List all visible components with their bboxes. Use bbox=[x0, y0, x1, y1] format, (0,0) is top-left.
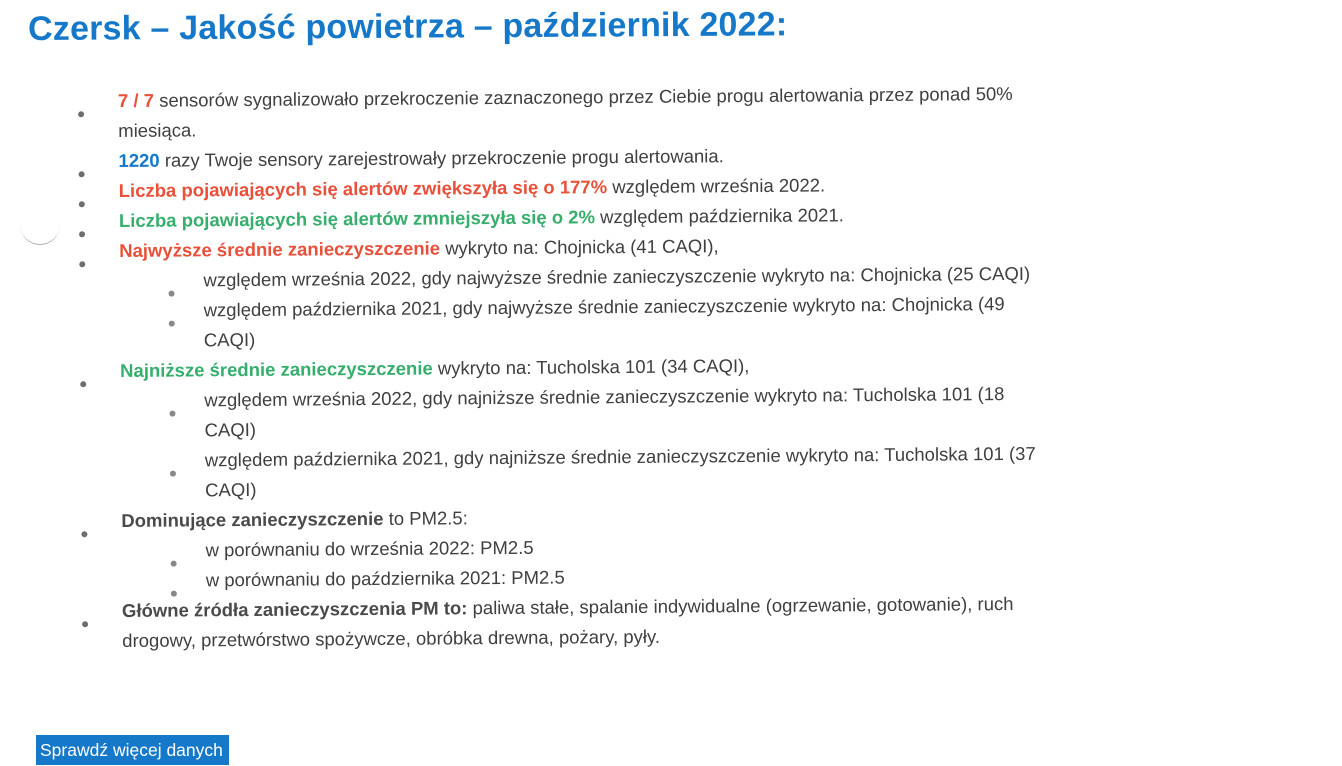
list-item-pm-sources-cont bbox=[122, 622, 660, 656]
bullet-icon bbox=[81, 531, 87, 537]
sensors-ratio: 7 / 7 bbox=[117, 89, 155, 112]
list-item-highest-pollution bbox=[119, 231, 719, 266]
bullet-icon bbox=[80, 381, 86, 387]
list-item-lowest-pollution bbox=[120, 351, 749, 386]
dominant-pollutant-text: to PM2.5: bbox=[383, 507, 468, 529]
sub-bullet-icon bbox=[169, 321, 175, 327]
list-item-dominant-pollutant bbox=[121, 503, 468, 536]
sub-item-text-cont: CAQI) bbox=[204, 418, 257, 441]
sub-item-lowest-sep bbox=[204, 379, 1004, 415]
sub-item-text: w porównaniu do września 2022: PM2.5 bbox=[205, 536, 534, 561]
bullet-icon bbox=[79, 171, 85, 177]
list-item-alerts-decrease bbox=[119, 200, 844, 236]
sub-bullet-icon bbox=[169, 411, 175, 417]
sub-item-text-cont: CAQI) bbox=[204, 478, 257, 501]
sub-item-dominant-sep bbox=[205, 533, 533, 566]
bullet-icon bbox=[79, 261, 85, 267]
sub-item-lowest-oct-cont bbox=[205, 475, 257, 505]
bullet-icon bbox=[79, 201, 85, 207]
sub-item-lowest-sep-cont bbox=[204, 415, 256, 445]
pm-sources-text: paliwa stałe, spalanie indywidualne (ogrzewanie, gotowanie), ruch bbox=[467, 592, 1014, 619]
pm-sources-highlight: Główne źródła zanieczyszczenia PM to: bbox=[121, 597, 468, 621]
sensors-text: sensorów sygnalizowało przekroczenie zaznaczonego przez Ciebie progu alertowania przez ponad 50% bbox=[153, 82, 1013, 111]
pm-sources-text-cont: drogowy, przetwórstwo spożywcze, obróbka drewna, pożary, pyły. bbox=[122, 625, 661, 651]
dominant-pollutant-highlight: Dominujące zanieczyszczenie bbox=[121, 507, 384, 532]
sub-item-text: względem października 2021, gdy najwyższe średnie zanieczyszczenie wykryto na: Chojnicka (49 bbox=[203, 293, 1005, 321]
sub-item-lowest-oct bbox=[205, 439, 1036, 476]
page-title: Czersk – Jakość powietrza – październik 2022: bbox=[28, 5, 788, 48]
sub-item-text: względem września 2022, gdy najwyższe średnie zanieczyszczenie wykryto na: Chojnicka (25 CAQI) bbox=[203, 262, 1031, 291]
bullet-icon bbox=[79, 231, 85, 237]
alerts-increase-text: względem września 2022. bbox=[607, 174, 826, 198]
sub-item-text: względem września 2022, gdy najniższe średnie zanieczyszczenie wykryto na: Tucholska 101 (18 bbox=[204, 383, 1005, 411]
highest-pollution-text: wykryto na: Chojnicka (41 CAQI), bbox=[439, 235, 719, 259]
exceedance-count: 1220 bbox=[118, 149, 160, 172]
sub-item-text-cont: CAQI) bbox=[203, 328, 256, 351]
lowest-pollution-text: wykryto na: Tucholska 101 (34 CAQI), bbox=[432, 355, 750, 379]
sub-bullet-icon bbox=[170, 471, 176, 477]
list-item-sensors-cont bbox=[118, 115, 196, 146]
list-item-pm-sources bbox=[122, 589, 1014, 626]
alerts-decrease-text: względem października 2021. bbox=[594, 204, 844, 228]
lowest-pollution-highlight: Najniższe średnie zanieczyszczenie bbox=[120, 357, 433, 382]
alerts-decrease-highlight: Liczba pojawiających się alertów zmniejszyła się o 2% bbox=[118, 206, 596, 232]
bullet-icon bbox=[82, 621, 88, 627]
bullet-icon bbox=[78, 111, 84, 117]
sub-item-text: względem października 2021, gdy najniższe średnie zanieczyszczenie wykryto na: Tucholska 101 (37 bbox=[204, 442, 1036, 471]
alerts-increase-highlight: Liczba pojawiających się alertów zwiększyła się o 177% bbox=[118, 176, 608, 202]
sub-bullet-icon bbox=[168, 291, 174, 297]
sub-item-highest-oct bbox=[204, 289, 1005, 325]
sensors-text-cont: miesiąca. bbox=[118, 119, 197, 142]
highest-pollution-highlight: Najwyższe średnie zanieczyszczenie bbox=[119, 237, 441, 262]
sub-item-highest-oct-cont bbox=[204, 325, 256, 355]
sub-item-text: w porównaniu do października 2021: PM2.5 bbox=[205, 566, 565, 591]
sub-item-dominant-oct bbox=[206, 563, 565, 596]
list-item-sensors bbox=[118, 79, 1013, 116]
more-data-button[interactable]: Sprawdź więcej danych bbox=[36, 735, 229, 765]
list-item-exceedances bbox=[118, 141, 724, 176]
exceedance-text: razy Twoje sensory zarejestrowały przekroczenie progu alertowania. bbox=[159, 145, 724, 171]
sub-bullet-icon bbox=[171, 561, 177, 567]
